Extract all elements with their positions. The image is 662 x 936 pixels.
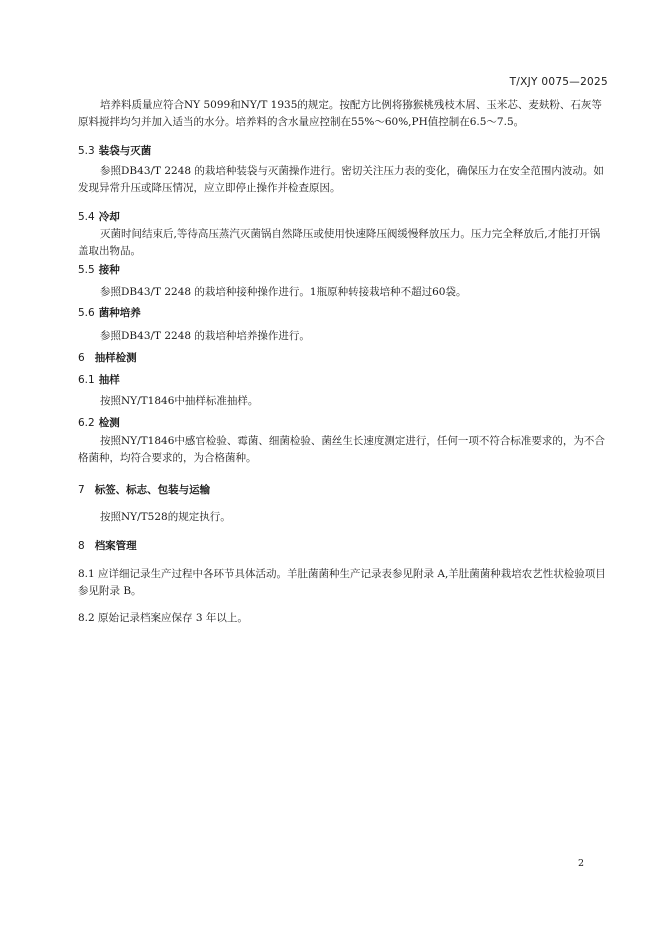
- section-heading-5-5: [78, 262, 606, 279]
- section-heading-6-1: [78, 372, 606, 389]
- section-number: 5.3: [78, 145, 95, 157]
- section-title: 档案管理: [94, 540, 137, 552]
- section-title: 抽样: [98, 374, 120, 386]
- section-title: 检测: [98, 417, 120, 429]
- paragraph-labeling: 按照NY/T528的规定执行。: [100, 511, 231, 523]
- page-number: 2: [577, 858, 584, 869]
- section-number: 6: [78, 352, 85, 364]
- paragraph-inoculation: 参照DB43/T 2248 的栽培种接种操作进行。1瓶原种转接栽培种不超过60袋。: [100, 286, 467, 298]
- paragraph-records-8-2: 8.2 原始记录档案应保存 3 年以上。: [78, 612, 248, 624]
- paragraph-sampling: 按照NY/T1846中抽样标准抽样。: [100, 395, 259, 407]
- paragraph-records-8-1: 8.1 应详细记录生产过程中各环节具体活动。羊肚菌菌种生产记录表参见附录 A,羊肚菌菌种栽培农艺性状检验项目参见附录 B。: [78, 568, 606, 597]
- section-heading-8: [78, 538, 606, 555]
- section-heading-6: [78, 350, 606, 367]
- section-heading-5-3: [78, 143, 606, 160]
- standard-number: T/XJY 0075—2025: [509, 76, 608, 88]
- section-number: 5.5: [78, 264, 95, 276]
- section-number: 7: [78, 484, 85, 496]
- paragraph-culture-medium: 培养料质量应符合NY 5099和NY/T 1935的规定。按配方比例将猕猴桃残枝木屑、玉米芯、麦麸粉、石灰等原料搅拌均匀并加入适当的水分。培养料的含水量应控制在55%～60%,PH值控制在6.5～7.5。: [78, 99, 602, 128]
- section-heading-7: [78, 482, 606, 499]
- section-number: 5.4: [78, 211, 95, 223]
- section-heading-5-4: [78, 209, 606, 226]
- section-title: 抽样检测: [94, 352, 137, 364]
- section-number: 8: [78, 540, 85, 552]
- section-title: 装袋与灭菌: [98, 145, 152, 157]
- section-number: 6.1: [78, 374, 95, 386]
- paragraph-spawn-culture: 参照DB43/T 2248 的栽培种培养操作进行。: [100, 330, 310, 342]
- section-title: 接种: [98, 264, 120, 276]
- section-title: 菌种培养: [98, 307, 141, 319]
- paragraph-cooling: 灭菌时间结束后,等待高压蒸汽灭菌锅自然降压或使用快速降压阀缓慢释放压力。压力完全释放后,才能打开锅盖取出物品。: [78, 228, 601, 257]
- section-number: 6.2: [78, 417, 95, 429]
- section-number: 5.6: [78, 307, 95, 319]
- paragraph-bagging-sterilization: 参照DB43/T 2248 的栽培种装袋与灭菌操作进行。密切关注压力表的变化，确保压力在安全范围内波动。如发现异常升压或降压情况，应立即停止操作并检查原因。: [78, 165, 604, 194]
- section-heading-5-6: [78, 305, 606, 322]
- section-heading-6-2: [78, 415, 606, 432]
- paragraph-testing: 按照NY/T1846中感官检验、霉菌、细菌检验、菌丝生长速度测定进行，任何一项不符合标准要求的，为不合格菌种，均符合要求的，为合格菌种。: [78, 435, 605, 464]
- section-title: 标签、标志、包装与运输: [94, 484, 211, 496]
- section-title: 冷却: [98, 211, 120, 223]
